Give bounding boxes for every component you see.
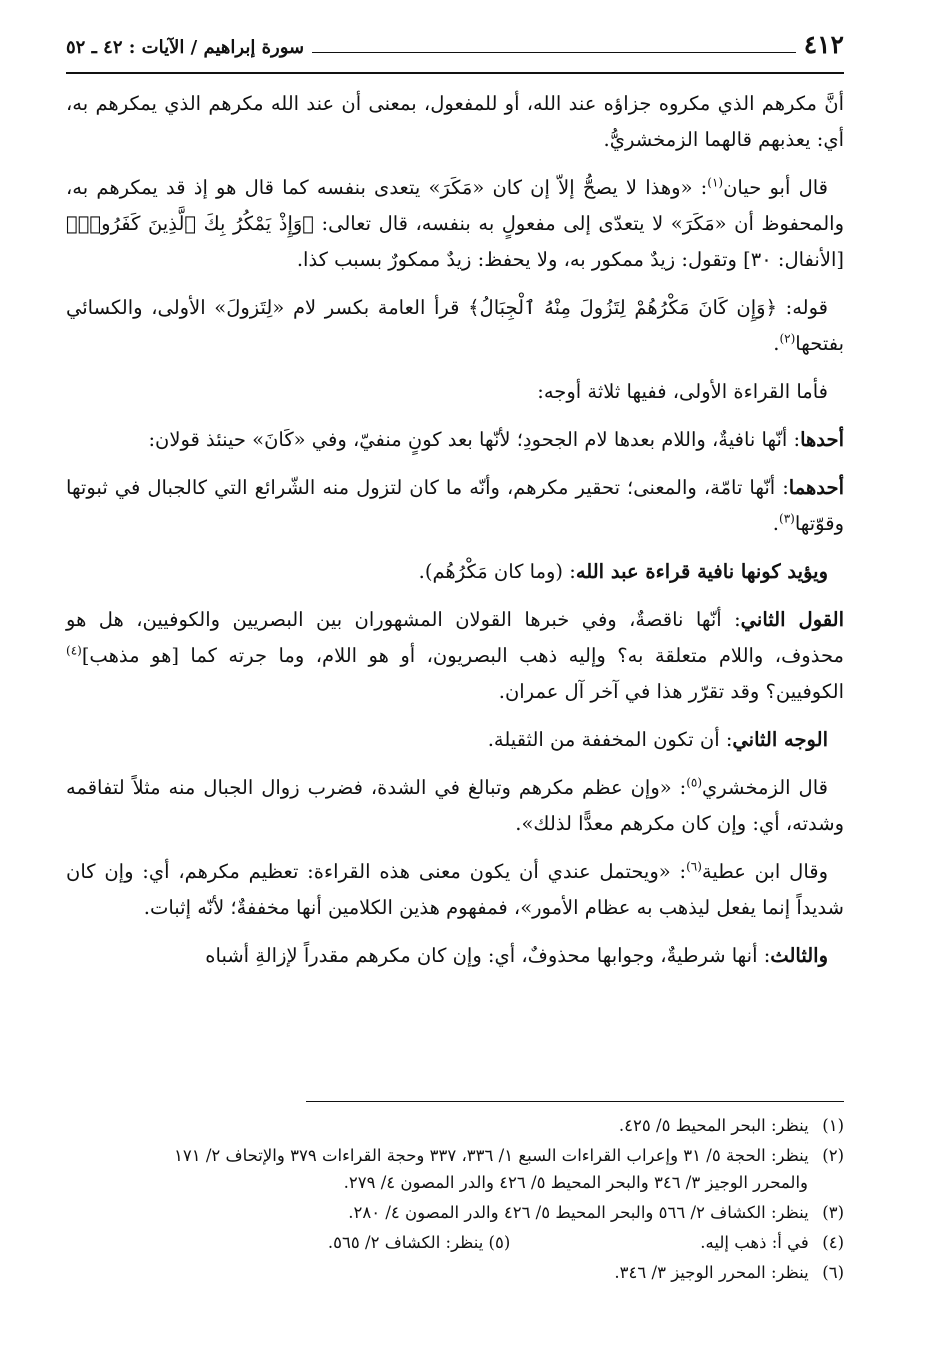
running-header	[66, 30, 844, 74]
paragraph-text: .	[772, 512, 779, 535]
footnote-row	[66, 1229, 844, 1256]
paragraph	[66, 470, 844, 542]
paragraph-text: قوله: ﴿وَإِن كَانَ مَكْرُهُمْ لِتَزُولَ مِنْهُ ٱلْجِبَالُ﴾ قرأ العامة بكسر لام «لِتَزولَ» الأولى، والكسائي بفتحها	[66, 296, 844, 355]
footnote	[700, 1229, 844, 1256]
paragraph	[66, 86, 844, 158]
bold-lead: والثالث	[770, 944, 828, 967]
footnote-number: (٦)	[822, 1263, 844, 1282]
footnote	[66, 1259, 844, 1286]
paragraph	[66, 554, 844, 590]
paragraph-text: : أن تكون المخففة من الثقيلة.	[487, 728, 733, 751]
paragraph-text: .	[773, 332, 780, 355]
paragraph-text: وقال ابن عطية	[701, 860, 828, 883]
footnote-text: ينظر: المحرر الوجيز ٣/ ٣٤٦.	[614, 1263, 809, 1282]
paragraph-text: : أنّها ناقصةٌ، وفي خبرها القولان المشهوران بين البصريين والكوفيين، هل هو محذوف، واللام متعلقة به؟ وإليه ذهب البصريون، أو هو اللام، وما جرته كما [هو مذهب]	[66, 608, 844, 667]
footnote-ref[interactable]: (٦)	[686, 859, 702, 874]
paragraph	[66, 422, 844, 458]
paragraph	[66, 854, 844, 926]
footnote-text: ينظر: الحجة ٥/ ٣١ وإعراب القراءات السبع ١/ ٣٣٦، ٣٣٧ وحجة القراءات ٣٧٩ والإتحاف ٢/ ١٧١	[174, 1146, 809, 1165]
footnote	[328, 1229, 510, 1256]
bold-lead: أحدهما	[788, 476, 844, 499]
paragraph-text: الكوفيين؟ وقد تقرّر هذا في آخر آل عمران.	[498, 680, 844, 703]
paragraph-text: أنَّ مكرهم الذي مكروه جزاؤه عند الله، أو للمفعول، بمعنى أن عند الله مكرهم الذي يمكرهم به، أي: يعذبهم قالهما الزمخشريُّ.	[66, 92, 844, 151]
footnote-number: (٥)	[488, 1233, 511, 1252]
paragraph	[66, 602, 844, 710]
paragraph-text: قال الزمخشري	[702, 776, 828, 799]
footnote-ref[interactable]: (٥)	[686, 775, 703, 790]
paragraph-text: : (وما كان مَكْرُهُم).	[418, 560, 576, 583]
bold-lead: أحدها	[800, 428, 844, 451]
footnote	[66, 1112, 844, 1139]
footnotes	[66, 1112, 844, 1289]
paragraph	[66, 170, 844, 278]
paragraph-text: : «وإن عظم مكرهم وتبالغ في الشدة، فضرب زوال الجبال منه مثلاً لتفاقمه وشدته، أي: وإن كان مكرهم معدًّا لذلك».	[66, 776, 844, 835]
footnote	[66, 1142, 844, 1169]
paragraph-text: : «ويحتمل عندي أن يكون معنى هذه القراءة: تعظيم مكرهم، أي: وإن كان شديداً إنما يفعل ليذهب به عظام الأمور»، فمفهوم هذين الكلامين أنها مخففةٌ؛ لأنّه إثبات.	[66, 860, 844, 919]
paragraph	[66, 722, 844, 758]
paragraph-text: : «وهذا لا يصحُّ إلاّ إن كان «مَكَرَ» يتعدى بنفسه كما قال هو إذ قد يمكرهم به، والمحفوظ أن «مَكَرَ» لا يتعدّى إلى مفعولٍ به بنفسه، قال تعالى: ﴿وَإِذْ يَمْكُرُ بِكَ ٱلَّذِينَ كَفَرُوا۟﴾ [الأنفال: ٣٠] وتقول: زيدٌ ممكور به، ولا يحفظ: زيدٌ ممكورٌ بسبب كذا.	[66, 176, 844, 271]
bold-lead: ويؤيد كونها نافية قراءة عبد الله	[575, 560, 828, 583]
footnote-number: (٢)	[822, 1146, 844, 1165]
footnote-ref[interactable]: (١)	[707, 175, 724, 190]
paragraph-text: : أنها شرطيةٌ، وجوابها محذوفٌ، أي: وإن كان مكرهم مقدراً لإزالةِ أشباه	[205, 944, 771, 967]
paragraph	[66, 770, 844, 842]
paragraph	[66, 374, 844, 410]
page-number: ٤١٢	[803, 30, 844, 59]
footnote-ref[interactable]: (٣)	[779, 511, 795, 526]
header-rule	[312, 52, 796, 53]
paragraph-text: فأما القراءة الأولى، ففيها ثلاثة أوجه:	[537, 380, 828, 403]
footnote-number: (٣)	[822, 1203, 844, 1222]
footnote-text: ينظر: الكشاف ٢/ ٥٦٥.	[327, 1233, 484, 1252]
paragraph	[66, 938, 844, 974]
footnote	[66, 1199, 844, 1226]
footnote-number: (١)	[822, 1116, 844, 1135]
paragraph-text: : أنّها نافيةٌ، واللام بعدها لام الجحودِ؛ لأنّها بعد كونٍ منفيّ، وفي «كَانَ» حينئذ قولان:	[148, 428, 801, 451]
footnote-separator	[306, 1101, 844, 1102]
footnote-text: والمحرر الوجيز ٣/ ٣٤٦ والبحر المحيط ٥/ ٤٢٦ والدر المصون ٤/ ٢٧٩.	[343, 1173, 808, 1192]
surah-title: سورة إبراهيم / الآيات : ٤٢ ـ ٥٢	[66, 37, 305, 58]
bold-lead: القول الثاني	[740, 608, 844, 631]
paragraph	[66, 290, 844, 362]
main-text	[66, 86, 844, 974]
book-page	[66, 30, 844, 1282]
bold-lead: الوجه الثاني	[732, 728, 828, 751]
footnote-ref[interactable]: (٢)	[779, 331, 796, 346]
footnote-ref[interactable]: (٤)	[66, 643, 82, 658]
footnote-text: في أ: ذهب إليه.	[700, 1233, 809, 1252]
footnote-number: (٤)	[822, 1233, 844, 1252]
footnote-text: ينظر: الكشاف ٢/ ٥٦٦ والبحر المحيط ٥/ ٤٢٦ والدر المصون ٤/ ٢٨٠.	[348, 1203, 809, 1222]
footnote-continuation	[66, 1169, 844, 1196]
footnote-text: ينظر: البحر المحيط ٥/ ٤٢٥.	[618, 1116, 809, 1135]
paragraph-text: قال أبو حيان	[723, 176, 828, 199]
paragraph-text: : أنّها تامّة، والمعنى؛ تحقير مكرهم، وأنّه ما كان لتزول منه الشّرائع التي كالجبال في ثبوتها وقوّتها	[66, 476, 844, 535]
